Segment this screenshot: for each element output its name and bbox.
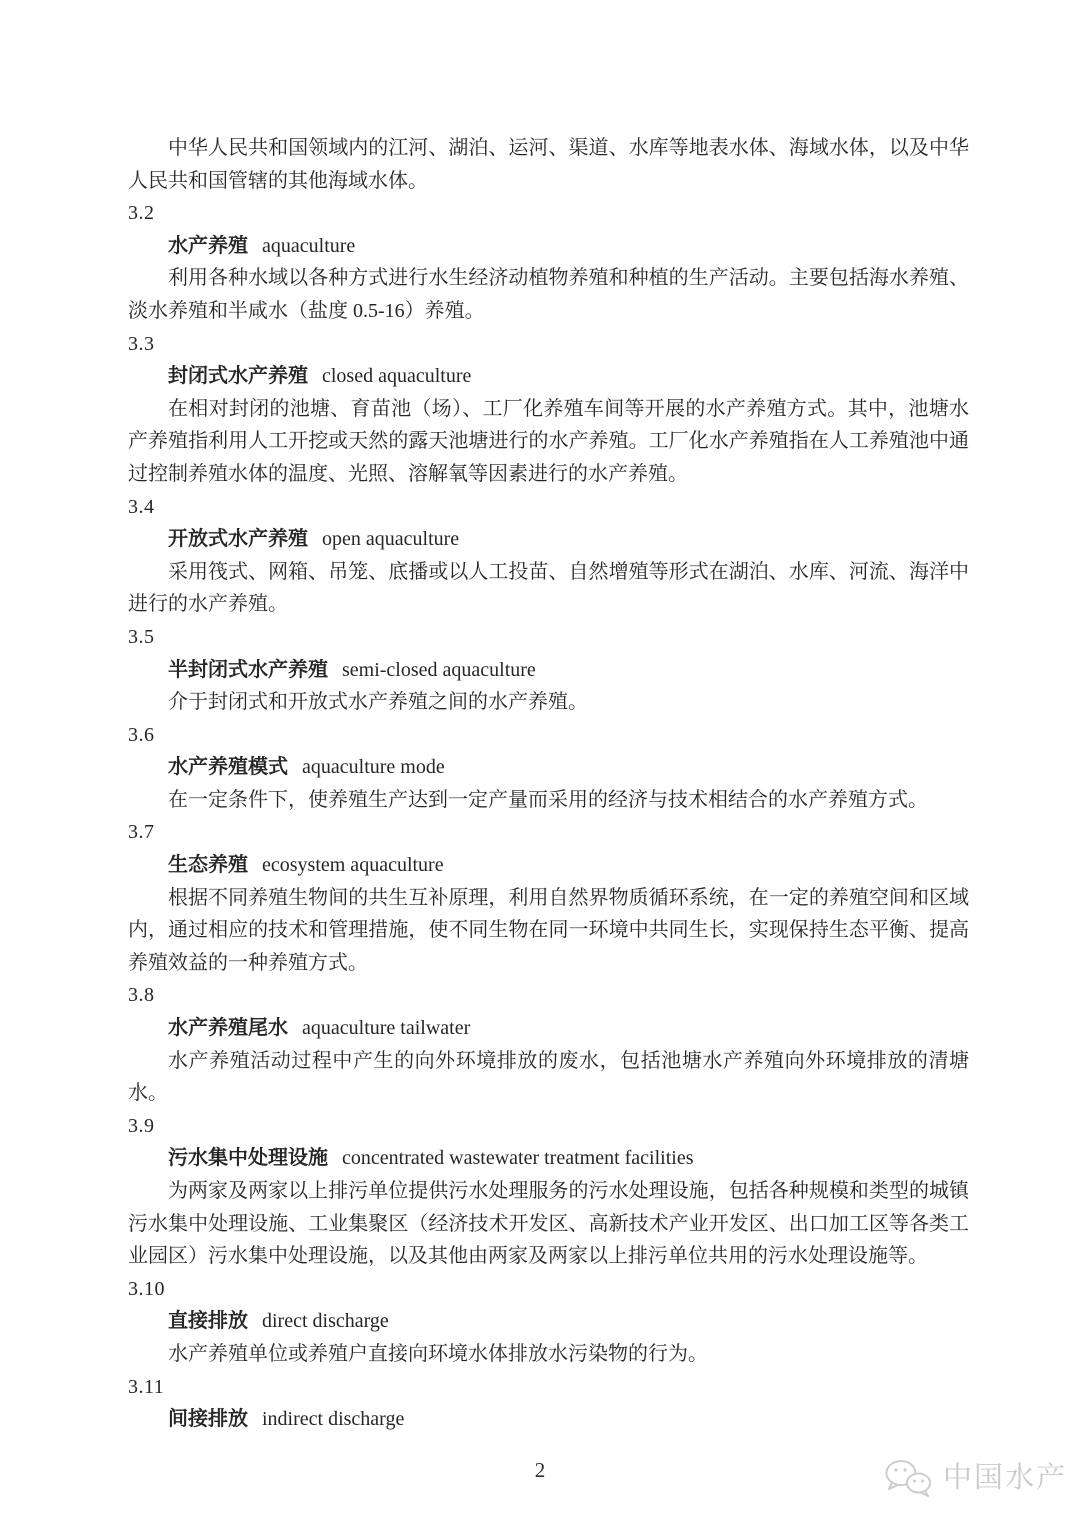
term-zh: 半封闭式水产养殖 <box>168 658 328 681</box>
section-number: 3.9 <box>128 1114 155 1137</box>
page-number: 2 <box>534 1458 546 1482</box>
definition: 介于封闭式和开放式水产养殖之间的水产养殖。 <box>168 691 588 714</box>
definition: 根据不同养殖生物间的共生互补原理，利用自然界物质循环系统，在一定的养殖空间和区域内，通过相应的技术和管理措施，使不同生物在同一环境中共同生长，实现保持生态平衡、提高养殖效益的一种养殖方式。 <box>128 886 969 974</box>
watermark <box>884 1458 1067 1498</box>
term-line <box>128 360 969 393</box>
section-number: 3.11 <box>128 1375 165 1398</box>
intro-paragraph: 中华人民共和国领域内的江河、湖泊、运河、渠道、水库等地表水体、海域水体，以及中华人民共和国管辖的其他海域水体。 <box>128 137 969 192</box>
term-en: aquaculture mode <box>302 756 445 779</box>
section-number: 3.4 <box>128 495 155 518</box>
term-line <box>128 849 969 882</box>
section-3-3 <box>128 328 969 491</box>
section-number: 3.6 <box>128 723 155 746</box>
term-zh: 水产养殖 <box>168 234 248 257</box>
term-zh: 生态养殖 <box>168 854 248 877</box>
section-3-10 <box>128 1273 969 1371</box>
section-3-5 <box>128 621 969 719</box>
term-zh: 水产养殖尾水 <box>168 1017 288 1040</box>
term-en: indirect discharge <box>262 1408 405 1431</box>
term-en: semi-closed aquaculture <box>342 658 536 681</box>
term-zh: 间接排放 <box>168 1408 248 1431</box>
term-en: aquaculture tailwater <box>302 1017 471 1040</box>
section-number: 3.8 <box>128 984 155 1007</box>
term-line <box>128 1403 969 1436</box>
term-en: concentrated wastewater treatment facilities <box>342 1147 694 1170</box>
section-3-9 <box>128 1110 969 1273</box>
term-line <box>128 751 969 784</box>
term-en: closed aquaculture <box>322 365 472 388</box>
section-number: 3.10 <box>128 1277 165 1300</box>
term-line <box>128 230 969 263</box>
definition: 水产养殖活动过程中产生的向外环境排放的废水，包括池塘水产养殖向外环境排放的清塘水。 <box>128 1049 969 1105</box>
definition: 采用筏式、网箱、吊笼、底播或以人工投苗、自然增殖等形式在湖泊、水库、河流、海洋中进行的水产养殖。 <box>128 560 969 616</box>
section-3-4 <box>128 491 969 621</box>
term-en: open aquaculture <box>322 528 460 551</box>
term-en: ecosystem aquaculture <box>262 854 444 877</box>
definition: 在相对封闭的池塘、育苗池（场）、工厂化养殖车间等开展的水产养殖方式。其中，池塘水产养殖指利用人工开挖或天然的露天池塘进行的水产养殖。工厂化水产养殖指在人工养殖池中通过控制养殖水体的温度、光照、溶解氧等因素进行的水产养殖。 <box>128 397 969 485</box>
section-3-6 <box>128 719 969 817</box>
section-number: 3.7 <box>128 821 155 844</box>
term-en: aquaculture <box>262 234 356 257</box>
section-3-2 <box>128 197 969 327</box>
section-3-11 <box>128 1371 969 1436</box>
term-en: direct discharge <box>262 1310 389 1333</box>
term-zh: 污水集中处理设施 <box>168 1147 328 1170</box>
definition: 为两家及两家以上排污单位提供污水处理服务的污水处理设施，包括各种规模和类型的城镇污水集中处理设施、工业集聚区（经济技术开发区、高新技术产业开发区、出口加工区等各类工业园区）污水集中处理设施，以及其他由两家及两家以上排污单位共用的污水处理设施等。 <box>128 1180 969 1268</box>
definition: 水产养殖单位或养殖户直接向环境水体排放水污染物的行为。 <box>168 1342 708 1365</box>
section-number: 3.2 <box>128 202 155 225</box>
document-content <box>128 132 969 1436</box>
term-zh: 水产养殖模式 <box>168 756 288 779</box>
definition: 利用各种水域以各种方式进行水生经济动植物养殖和种植的生产活动。主要包括海水养殖、淡水养殖和半咸水（盐度 0.5-16）养殖。 <box>128 267 969 322</box>
term-zh: 开放式水产养殖 <box>168 528 308 551</box>
term-line <box>128 1142 969 1175</box>
watermark-label: 中国水产 <box>943 1461 1068 1494</box>
section-3-7 <box>128 816 969 979</box>
term-line <box>128 523 969 556</box>
definition: 在一定条件下，使养殖生产达到一定产量而采用的经济与技术相结合的水产养殖方式。 <box>168 788 928 811</box>
term-line <box>128 654 969 687</box>
wechat-logo-icon <box>884 1458 934 1498</box>
term-zh: 封闭式水产养殖 <box>168 365 308 388</box>
section-3-8 <box>128 979 969 1109</box>
section-number: 3.3 <box>128 332 155 355</box>
section-number: 3.5 <box>128 625 155 648</box>
term-zh: 直接排放 <box>168 1310 248 1333</box>
term-line <box>128 1305 969 1338</box>
term-line <box>128 1012 969 1045</box>
